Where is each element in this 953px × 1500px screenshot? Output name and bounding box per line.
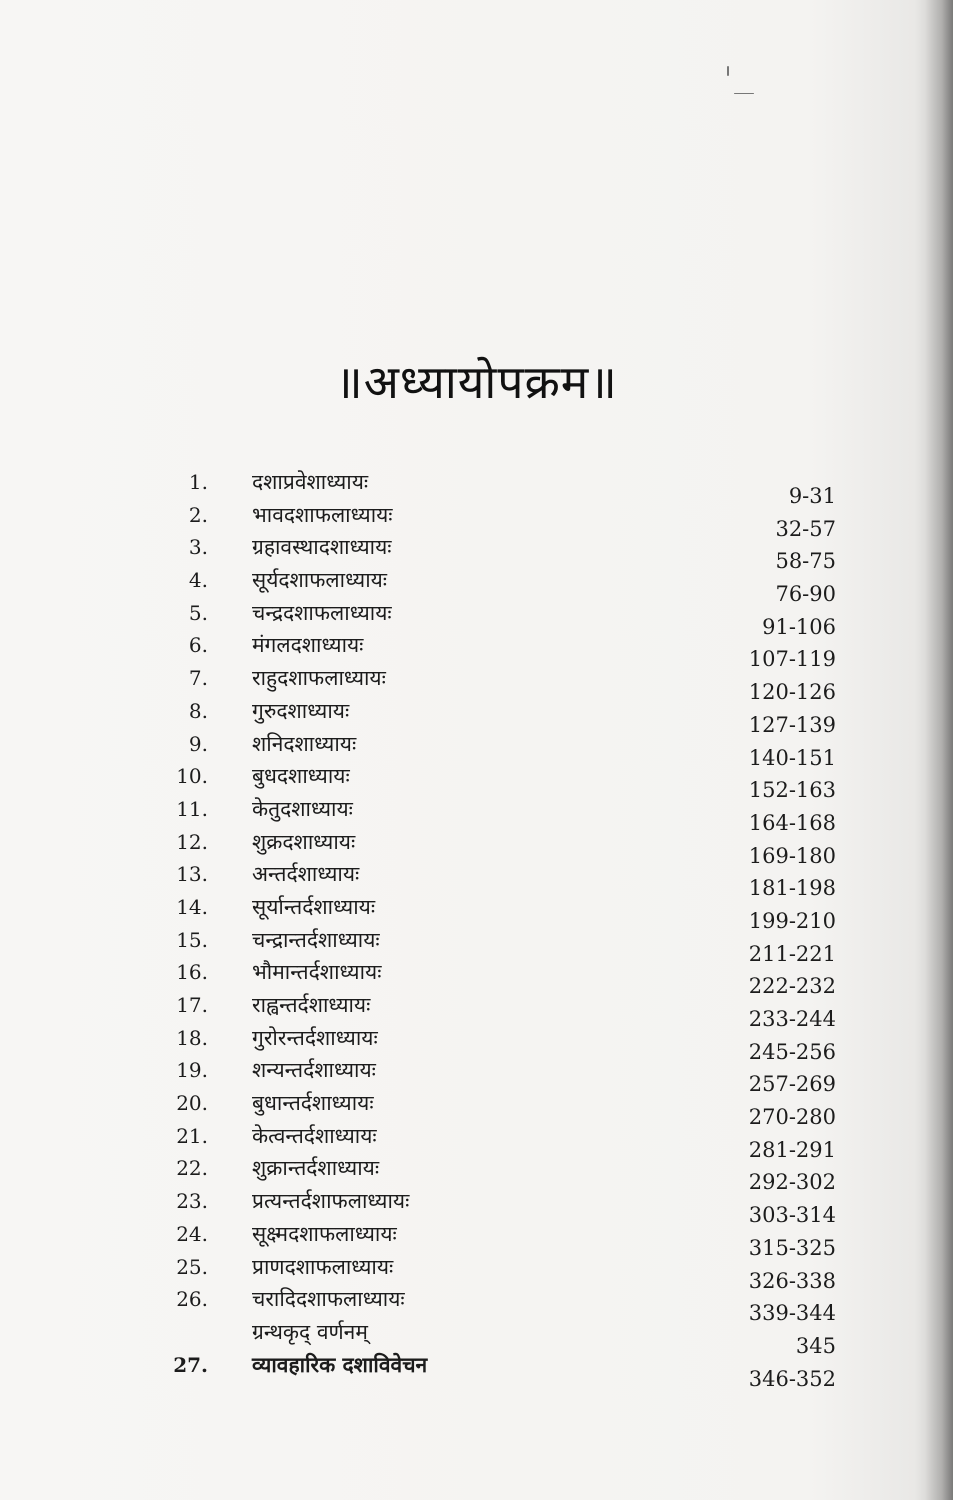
chapter-pages: 303-314 [748,1203,836,1228]
chapter-number: 25. [176,1254,208,1279]
chapter-number: 5. [188,600,208,625]
toc-row [160,1287,850,1326]
chapter-number: 24. [176,1221,208,1246]
toc-row [160,1221,850,1260]
chapter-pages: 315-325 [748,1235,836,1260]
toc-row [160,927,850,966]
chapter-name: मंगलदशाध्यायः [252,633,364,658]
chapter-pages: 164-168 [748,810,836,835]
chapter-number: 11. [176,796,208,821]
chapter-name: ग्रहावस्थादशाध्यायः [252,535,392,560]
chapter-pages: 127-139 [748,712,836,737]
chapter-number: 19. [176,1058,208,1083]
chapter-pages: 199-210 [748,908,836,933]
chapter-pages: 32-57 [775,516,836,541]
toc-row [160,698,850,737]
chapter-name: शुक्रान्तर्दशाध्यायः [252,1156,380,1181]
chapter-name: प्रत्यन्तर्दशाफलाध्यायः [252,1189,410,1214]
toc-row [160,568,850,607]
toc-row [160,633,850,672]
chapter-number: 21. [176,1123,208,1148]
chapter-pages: 346-352 [748,1366,836,1391]
chapter-number: 23. [176,1189,208,1214]
chapter-number: 27. [173,1352,208,1377]
chapter-name: प्राणदशाफलाध्यायः [252,1254,394,1279]
chapter-pages: 152-163 [748,778,836,803]
toc-row [160,470,850,508]
chapter-name: शुक्रदशाध्यायः [252,829,356,854]
chapter-pages: 326-338 [748,1268,836,1293]
chapter-name: बुधान्तर्दशाध्यायः [252,1091,374,1116]
toc-row [160,1254,850,1293]
toc-row [160,600,850,639]
chapter-pages: 9-31 [788,484,836,508]
toc-row [160,1351,850,1391]
toc-row [160,1319,850,1358]
chapter-pages: 211-221 [748,941,836,966]
chapter-name: शन्यन्तर्दशाध्यायः [252,1058,376,1083]
chapter-name: सूर्यदशाफलाध्यायः [252,568,388,593]
chapter-name: केतुदशाध्यायः [252,796,353,821]
chapter-number: 2. [188,502,208,527]
chapter-number: 6. [188,633,208,658]
print-speck [734,93,754,94]
toc-row [160,796,850,835]
chapter-name: चन्द्रान्तर्दशाध्यायः [252,927,380,952]
chapter-pages: 245-256 [748,1039,836,1064]
chapter-number: 17. [176,993,208,1017]
chapter-pages: 292-302 [748,1170,836,1195]
spine-shadow [925,0,953,1500]
toc-row [160,1123,850,1162]
toc-row [160,731,850,770]
toc-row [160,764,850,803]
chapter-name: गुरुदशाध्यायः [252,698,350,723]
chapter-number: 9. [188,731,208,756]
chapter-name: चन्द्रदशाफलाध्यायः [252,600,392,625]
chapter-pages: 339-344 [748,1301,836,1326]
chapter-number: 14. [176,894,208,919]
print-speck [727,66,729,76]
chapter-pages: 233-244 [748,1007,836,1031]
chapter-name: चरादिदशाफलाध्यायः [252,1287,405,1312]
toc-row [160,894,850,933]
chapter-name: ग्रन्थकृद् वर्णनम् [252,1319,368,1344]
chapter-pages: 270-280 [748,1105,836,1130]
chapter-name: शनिदशाध्यायः [252,731,357,756]
chapter-number: 7. [188,666,208,691]
chapter-name: गुरोरन्तर्दशाध्यायः [252,1025,378,1050]
toc-row [160,993,850,1031]
chapter-pages: 345 [795,1333,836,1358]
chapter-number: 13. [176,862,208,887]
page-title: ॥अध्यायोपक्रम॥ [335,355,618,409]
chapter-pages: 107-119 [748,647,836,672]
chapter-pages: 169-180 [748,843,836,868]
toc-row [160,1025,850,1064]
chapter-name: सूर्यान्तर्दशाध्यायः [252,894,376,919]
toc-row [160,666,850,705]
chapter-number: 15. [176,927,208,952]
chapter-number: 22. [176,1156,208,1181]
chapter-name: अन्तर्दशाध्यायः [252,862,360,887]
table-of-contents [160,470,850,1391]
chapter-pages: 91-106 [762,614,836,639]
toc-row [160,1091,850,1130]
chapter-pages: 281-291 [748,1137,836,1162]
chapter-number: 12. [176,829,208,854]
toc-row [160,535,850,574]
chapter-name: राह्वन्तर्दशाध्यायः [252,993,371,1017]
chapter-name: भावदशाफलाध्यायः [252,502,393,527]
chapter-number: 10. [176,764,208,789]
chapter-pages: 120-126 [748,680,836,705]
toc-row [160,829,850,868]
chapter-pages: 58-75 [775,549,836,574]
chapter-name: भौमान्तर्दशाध्यायः [252,960,382,985]
chapter-number: 8. [188,698,208,723]
chapter-number: 18. [176,1025,208,1050]
chapter-pages: 76-90 [775,582,836,607]
chapter-name: राहुदशाफलाध्यायः [252,666,386,691]
toc-row [160,502,850,541]
toc-row [160,1189,850,1228]
toc-row [160,960,850,999]
chapter-pages: 222-232 [748,974,836,999]
chapter-number: 20. [176,1091,208,1116]
chapter-pages: 140-151 [748,745,836,770]
chapter-number: 4. [188,568,208,593]
chapter-name: व्यावहारिक दशाविवेचन [252,1351,428,1377]
chapter-name: बुधदशाध्यायः [252,764,350,789]
toc-row [160,862,850,901]
chapter-name: सूक्ष्मदशाफलाध्यायः [252,1221,397,1246]
chapter-name: दशाप्रवेशाध्यायः [252,470,369,494]
chapter-number: 26. [176,1287,208,1312]
toc-row [160,1058,850,1097]
chapter-pages: 181-198 [748,876,836,901]
chapter-number: 16. [176,960,208,985]
chapter-pages: 257-269 [748,1072,836,1097]
chapter-name: केत्वन्तर्दशाध्यायः [252,1123,377,1148]
chapter-number: 1. [188,470,208,494]
chapter-number: 3. [188,535,208,560]
toc-row [160,1156,850,1195]
